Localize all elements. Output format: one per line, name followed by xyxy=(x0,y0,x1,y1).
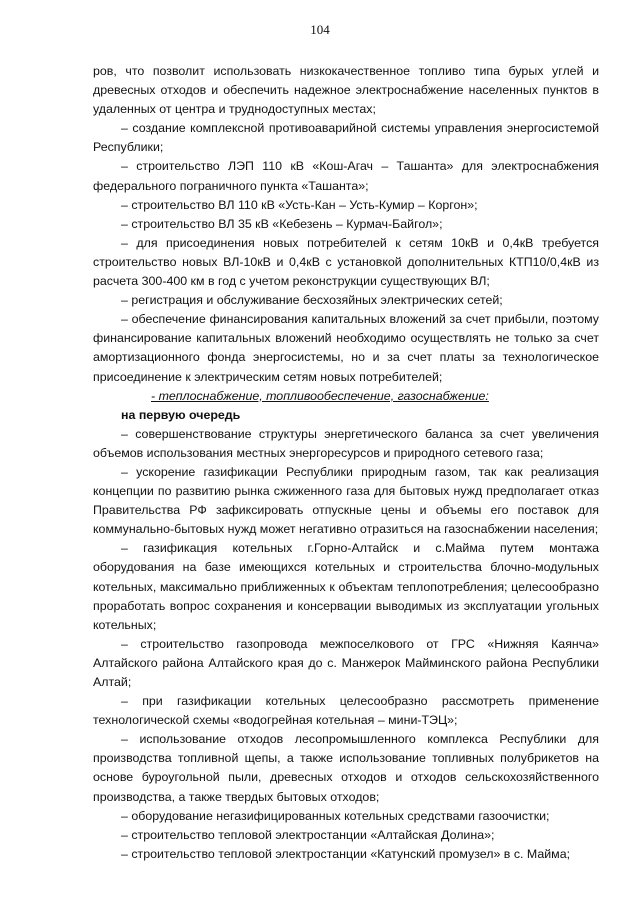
list-item-gas-cleaning: – оборудование негазифицированных котельных средствами газоочистки; xyxy=(121,808,550,823)
list-item-vl-kebezen: – строительство ВЛ 35 кВ «Кебезень – Курмач-Байгол»; xyxy=(121,216,443,231)
page-number: 104 xyxy=(310,22,330,37)
list-item-financing: – обеспечение финансирования капитальных вложений за счет прибыли, поэтому финансирование капитальных вложений необходимо осуществлять не только за счет амортизационного фонда энергосистемы, но и за счет платы за технологическое присоединение к электрическим сетям новых потребителей; xyxy=(93,312,599,384)
list-item-energy-balance: – совершенствование структуры энергетического баланса за счет увеличения объемов использования местных энергоресурсов и природного сетевого газа; xyxy=(93,426,599,460)
list-item-katun-plant: – строительство тепловой электростанции «Катунский промузел» в с. Майма; xyxy=(121,846,571,861)
list-item-mini-chp: – при газификации котельных целесообразно рассмотреть применение технологической схемы «водогрейная котельная – мини-ТЭЦ»; xyxy=(93,694,599,728)
paragraph-continuation: ров, что позволит использовать низкокачественное топливо типа бурых углей и древесных отходов и обеспечить надежное электроснабжение населенных пунктов в удаленных от центра и труднодоступных местах; xyxy=(93,64,599,117)
document-body xyxy=(93,62,599,864)
list-item-vl-ust-kan: – строительство ВЛ 110 кВ «Усть-Кан – Усть-Кумир – Коргон»; xyxy=(121,197,478,212)
list-item-gasification-acceleration: – ускорение газификации Республики природным газом, так как реализация концепции по развитию рынка сжиженного газа для бытовых нужд предполагает отказ Правительства РФ зафиксировать отпускные цены и объемы его поставок для коммунально-бытовых нужд может негативно отразиться на газоснабжении населения; xyxy=(93,464,599,537)
list-item-altai-valley-plant: – строительство тепловой электростанции «Алтайская Долина»; xyxy=(121,827,495,842)
list-item-ownerless-networks: – регистрация и обслуживание бесхозяйных электрических сетей; xyxy=(121,293,503,308)
list-item-boiler-gasification: – газификация котельных г.Горно-Алтайск и с.Майма путем монтажа оборудования на базе имеющихся котельных и строительства блочно-модульных котельных, максимально приближенных к объектам теплопотребления; целесообразно проработать вопрос сохранения и консервации выводимых из эксплуатации угольных котельных; xyxy=(93,541,599,632)
list-item-new-consumers: – для присоединения новых потребителей к сетям 10кВ и 0,4кВ требуется строительство новых ВЛ-10кВ и 0,4кВ с установкой дополнительных КТП10/0,4кВ из расчета 300-400 км в год с учетом реконструкции существующих ВЛ; xyxy=(93,235,599,289)
list-item-gas-pipeline: – строительство газопровода межпоселкового от ГРС «Нижняя Каянча» Алтайского района Алтайского края до с. Манжерок Майминского района Республики Алтай; xyxy=(93,636,599,689)
list-item-wood-waste: – использование отходов лесопромышленного комплекса Республики для производства топливной щепы, а также использование топливных полубрикетов на основе буроугольной пыли, древесных отходов и отходов сельскохозяйственного производства, а также твердых бытовых отходов; xyxy=(93,732,599,804)
list-item-emergency-control-system: – создание комплексной противоаварийной системы управления энергосистемой Республики; xyxy=(93,121,599,155)
list-item-lep-kosh-agach: – строительство ЛЭП 110 кВ «Кош-Агач – Ташанта» для электроснабжения федерального пограничного пункта «Ташанта»; xyxy=(93,159,599,193)
section-subheading: - теплоснабжение, топливообеспечение, газоснабжение: xyxy=(151,388,489,403)
priority-heading: на первую очередь xyxy=(121,407,241,422)
